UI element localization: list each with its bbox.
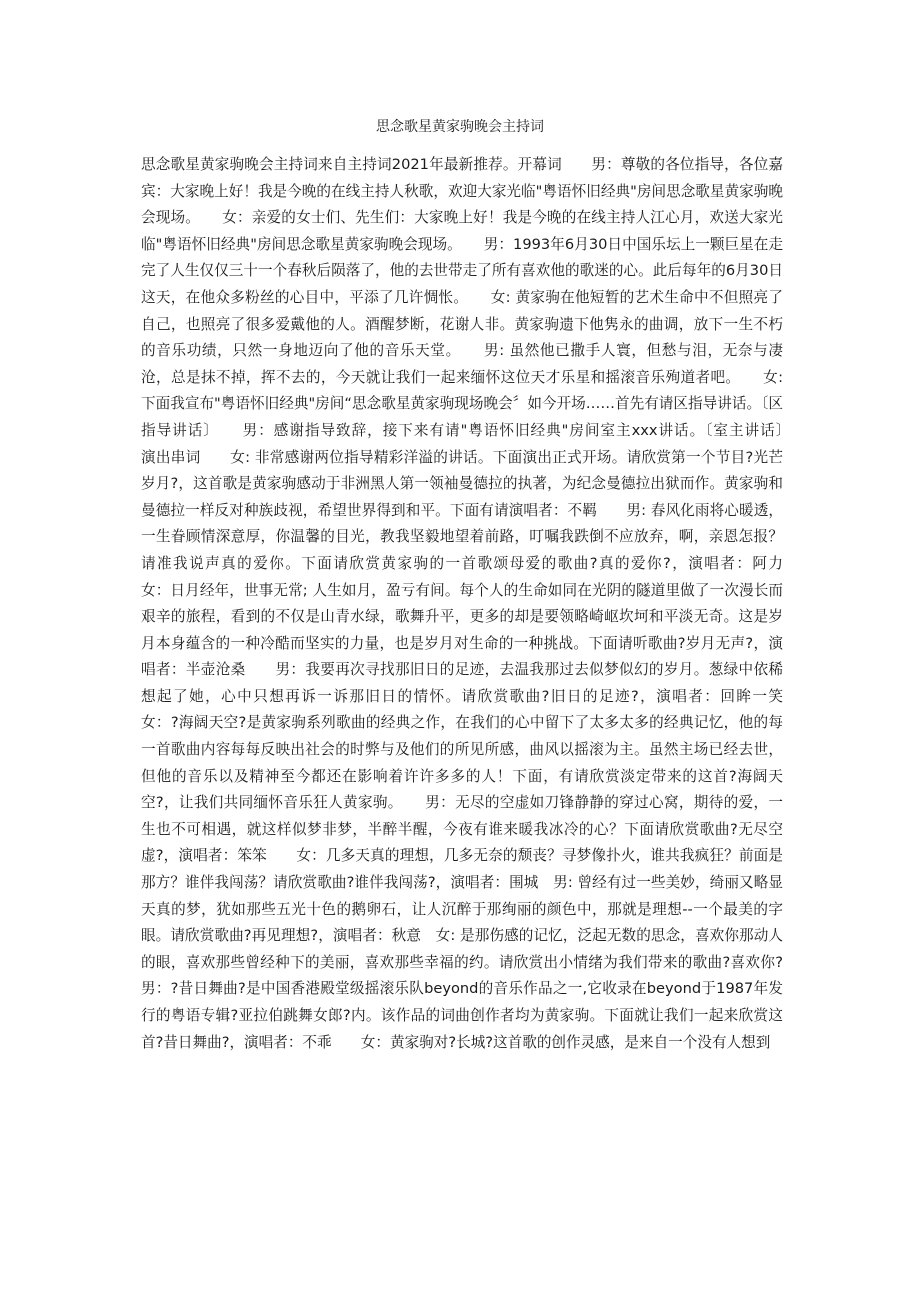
document-body-text: 思念歌星黄家驹晚会主持词来自主持词2021年最新推荐。开幕词 男：尊敬的各位指导，各位嘉宾：大家晚上好！我是今晚的在线主持人秋歌，欢迎大家光临"粤语怀旧经典"房间思念歌星黄家驹晚会现场。 女：亲爱的女士们、先生们：大家晚上好！我是今晚的在线主持人江心月，欢送大家光临"粤语怀旧经典"房间思念歌星黄家驹晚会现场。 男：1993年6月30日中国乐坛上一颗巨星在走完了人生仅仅三十一个春秋后陨落了，他的去世带走了所有喜欢他的歌迷的心。此后每年的6月30日这天，在他众多粉丝的心目中，平添了几许惆怅。 女: 黄家驹在他短暂的艺术生命中不但照亮了自己，也照亮了很多爱戴他的人。酒醒梦断，花谢人非。黄家驹遗下他隽永的曲调，放下一生不朽的音乐功绩，只然一身地迈向了他的音乐天堂。 男: 虽然他已撒手人寰，但愁与泪，无奈与凄沧，总是抹不掉，挥不去的，今天就让我们一起来缅怀这位天才乐星和摇滚音乐殉道者吧。 女: 下面我宣布"粤语怀旧经典"房间“思念歌星黄家驹现场晚会〞如今开场……首先有请区指导讲话。〔区指导讲话〕 男：感谢指导致辞，接下来有请"粤语怀旧经典"房间室主xxx讲话。〔室主讲话〕 演出串词 女: 非常感谢两位指导精彩洋溢的讲话。下面演出正式开场。请欣赏第一个节目?光芒岁月?，这首歌是黄家驹感动于非洲黑人第一领袖曼德拉的执著，为纪念曼德拉出狱而作。黄家驹和曼德拉一样反对种族歧视，希望世界得到和平。下面有请演唱者：不羁 男: 春风化雨将心暖透，一生眷顾情深意厚，你温馨的目光，教我坚毅地望着前路，叮嘱我跌倒不应放弃，啊，亲恩怎报？请准我说声真的爱你。下面请欣赏黄家驹的一首歌颂母爱的歌曲?真的爱你?，演唱者：阿力 女：日月经年，世事无常; 人生如月，盈亏有间。每个人的生命如同在光阴的隧道里做了一次漫长而艰辛的旅程，看到的不仅是山青水绿，歌舞升平，更多的却是要领略崎岖坎坷和平淡无奇。这是岁月本身蕴含的一种冷酷而坚实的力量，也是岁月对生命的一种挑战。下面请听歌曲?岁月无声?，演唱者：半壶沧桑 男：我要再次寻找那旧日的足迹，去温我那过去似梦似幻的岁月。葱绿中依稀想起了她，心中只想再诉一诉那旧日的情怀。请欣赏歌曲?旧日的足迹?，演唱者：回眸一笑 女：?海阔天空?是黄家驹系列歌曲的经典之作，在我们的心中留下了太多太多的经典记忆，他的每一首歌曲内容每每反映出社会的时弊与及他们的所见所感，曲风以摇滚为主。虽然主场已经去世，但他的音乐以及精神至今都还在影响着许许多多的人！下面，有请欣赏淡定带来的这首?海阔天空?，让我们共同缅怀音乐狂人黄家驹。 男：无尽的空虚如刀锋静静的穿过心窝，期待的爱，一生也不可相遇，就这样似梦非梦，半醉半醒，今夜有谁来暖我冰冷的心？下面请欣赏歌曲?无尽空虚?，演唱者：笨笨 女：几多天真的理想，几多无奈的颓丧？寻梦像扑火，谁共我疯狂？前面是那方？谁伴我闯荡？请欣赏歌曲?谁伴我闯荡?，演唱者：围城 男: 曾经有过一些美妙，绮丽又略显天真的梦，犹如那些五光十色的鹅卵石，让人沉醉于那绚丽的颜色中，那就是理想--一个最美的字眼。请欣赏歌曲?再见理想?，演唱者：秋意 女: 是那伤感的记忆，泛起无数的思念，喜欢你那动人的眼，喜欢那些曾经种下的美丽，喜欢那些幸福的约。请欣赏出小情绪为我们带来的歌曲?喜欢你? 男：?昔日舞曲?是中国香港殿堂级摇滚乐队beyond的音乐作品之一,它收录在beyond于1987年发行的粤语专辑?亚拉伯跳舞女郎?内。该作品的词曲创作者均为黄家驹。下面就让我们一起来欣赏这首?昔日舞曲?，演唱者：不乖 女：黄家驹对?长城?这首歌的创作灵感，是来自一个没有人想到 <box>141 156 813 1051</box>
document-title: 思念歌星黄家驹晚会主持词 <box>376 119 544 135</box>
